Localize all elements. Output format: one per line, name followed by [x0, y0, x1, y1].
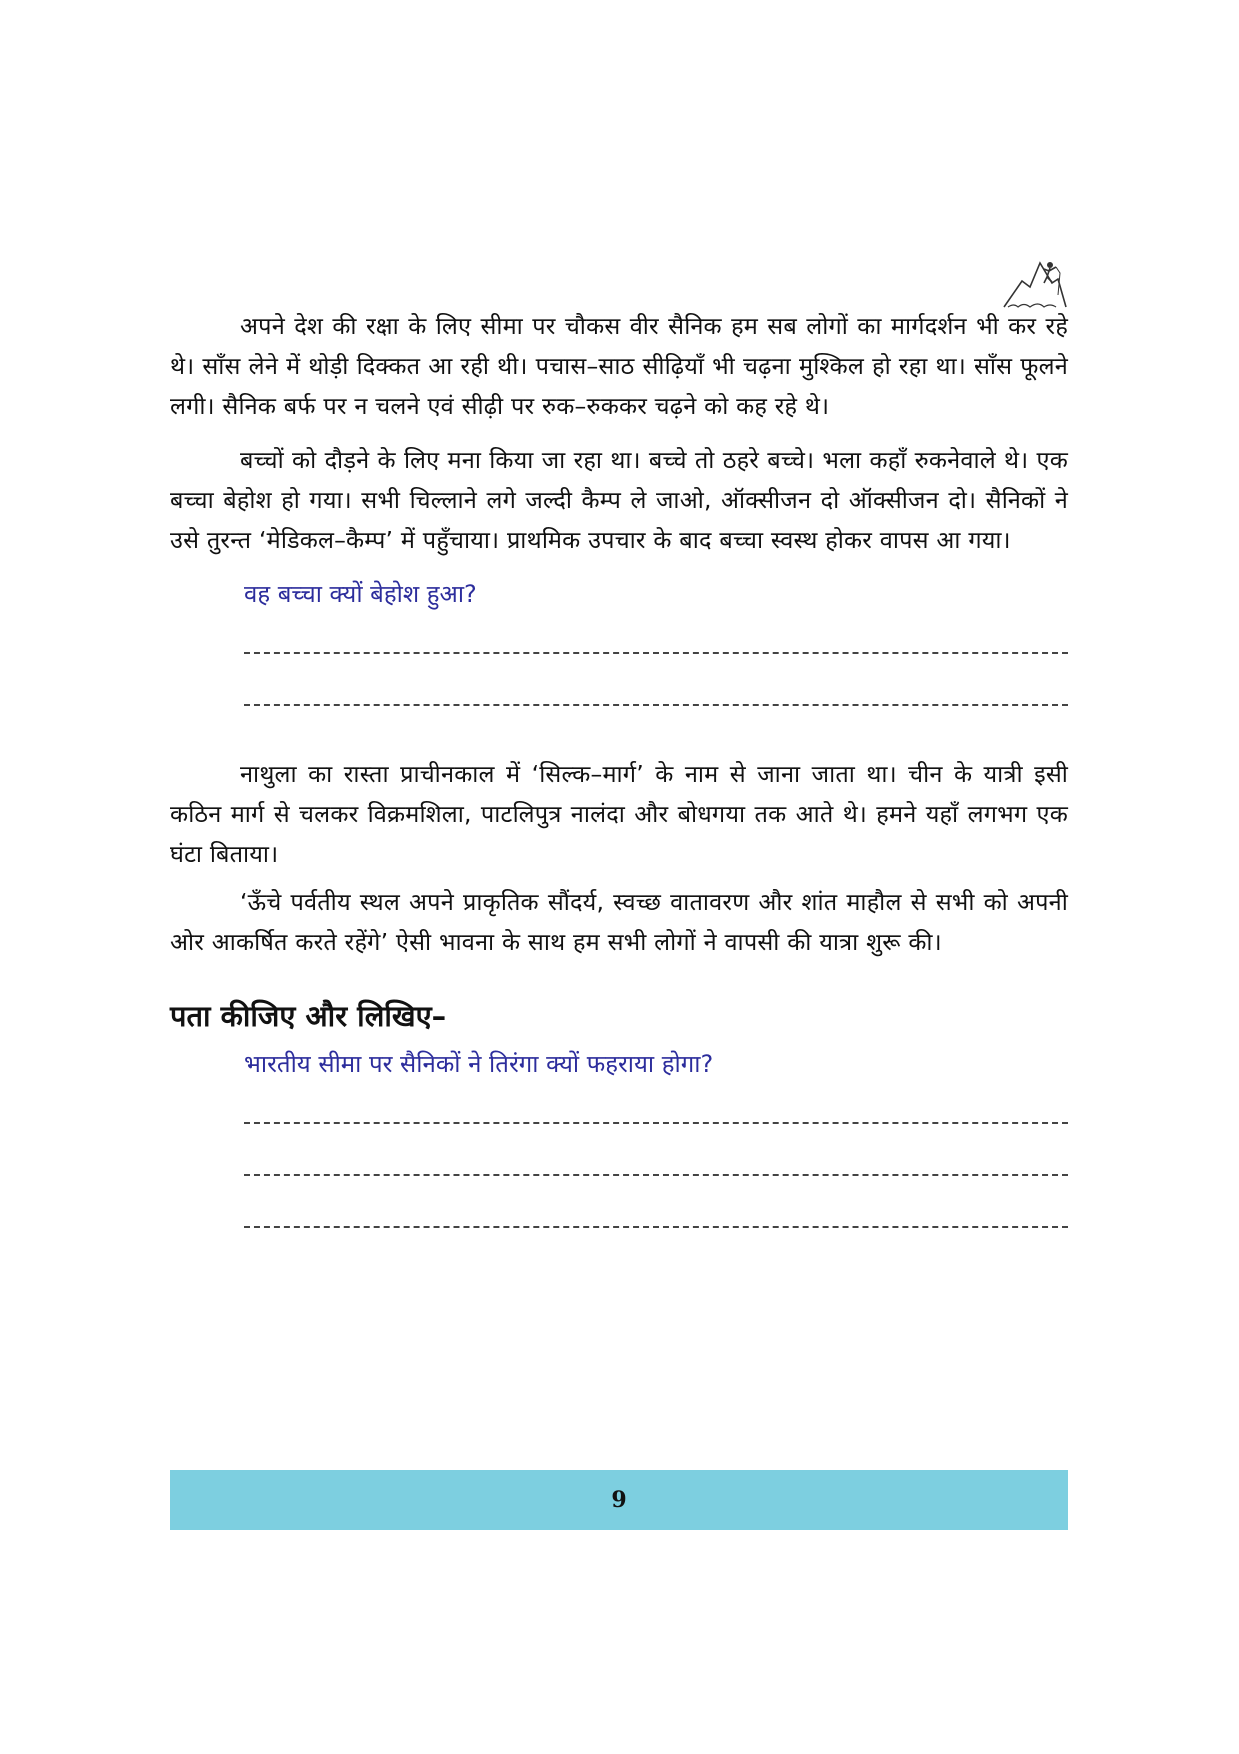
page-number: 9	[611, 1487, 627, 1513]
paragraph-2: बच्चों को दौड़ने के लिए मना किया जा रहा था। बच्चे तो ठहरे बच्चे। भला कहाँ रुकनेवाले थे। एक बच्चा बेहोश हो गया। सभी चिल्लाने लगे जल्दी कैम्प ले जाओ, ऑक्सीजन दो ऑक्सीजन दो। सैनिकों ने उसे तुरन्त ‘मेडिकल–कैम्प’ में पहुँचाया। प्राथमिक उपचार के बाद बच्चा स्वस्थ होकर वापस आ गया।	[170, 446, 1068, 554]
question-1: वह बच्चा क्यों बेहोश हुआ?	[244, 580, 477, 608]
answer-line[interactable]	[244, 666, 1068, 718]
answer-line[interactable]	[244, 614, 1068, 666]
question-2: भारतीय सीमा पर सैनिकों ने तिरंगा क्यों फहराया होगा?	[244, 1050, 714, 1078]
answer-line[interactable]	[244, 1188, 1068, 1240]
page-content	[170, 306, 1068, 1240]
paragraph-3: नाथुला का रास्ता प्राचीनकाल में ‘सिल्क–मार्ग’ के नाम से जाना जाता था। चीन के यात्री इसी कठिन मार्ग से चलकर विक्रमशिला, पाटलिपुत्र नालंदा और बोधगया तक आते थे। हमने यहाँ लगभग एक घंटा बिताया।	[170, 760, 1068, 868]
paragraph-4: ‘ऊँचे पर्वतीय स्थल अपने प्राकृतिक सौंदर्य, स्वच्छ वातावरण और शांत माहौल से सभी को अपनी ओर आकर्षित करते रहेंगे’ ऐसी भावना के साथ हम सभी लोगों ने वापसी की यात्रा शुरू की।	[170, 888, 1068, 956]
paragraph-1: अपने देश की रक्षा के लिए सीमा पर चौकस वीर सैनिक हम सब लोगों का मार्गदर्शन भी कर रहे थे। साँस लेने में थोड़ी दिक्कत आ रही थी। पचास–साठ सीढ़ियाँ भी चढ़ना मुश्किल हो रहा था। साँस फूलने लगी। सैनिक बर्फ पर न चलने एवं सीढ़ी पर रुक–रुककर चढ़ने को कह रहे थे।	[170, 312, 1068, 420]
answer-line[interactable]	[244, 1084, 1068, 1136]
section-heading: पता कीजिए और लिखिए–	[170, 999, 447, 1033]
answer-line[interactable]	[244, 1136, 1068, 1188]
footer-band	[170, 1470, 1068, 1530]
